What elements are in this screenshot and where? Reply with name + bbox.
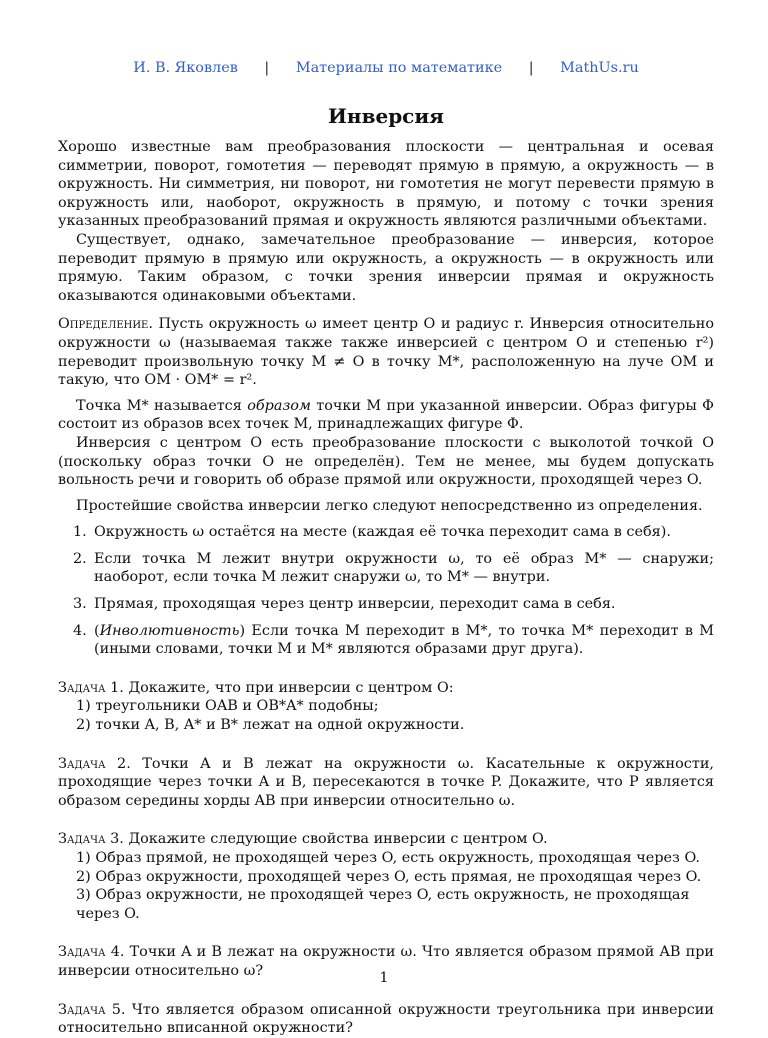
list-item-number: 2. — [73, 550, 87, 567]
problem-item: 1) треугольники OAB и OB*A* подобны; — [76, 698, 379, 715]
problem-item: 1) Образ прямой, не проходящей через O, есть окружность, проходящая через O. — [76, 850, 701, 866]
site-link[interactable]: MathUs.ru — [560, 60, 639, 76]
image-paragraph — [58, 397, 714, 434]
definition — [58, 315, 714, 389]
list-item — [58, 550, 714, 587]
image-paragraph-emph: образом — [247, 397, 311, 414]
list-item-emph: Инволютивность — [99, 622, 240, 639]
list-item-text: Если точка M лежит внутри окружности ω, то её образ M* — снаружи; наоборот, если точка M лежит снаружи ω, то M* — внутри. — [94, 550, 714, 586]
problem — [58, 1001, 714, 1038]
materials-link[interactable]: Материалы по математике — [295, 60, 503, 76]
header — [58, 58, 714, 78]
page-title: Инверсия — [328, 104, 444, 128]
definition-text: Пусть окружность ω имеет центр O и радиус r. Инверсия относительно окружности ω (называемая также также инверсией с центром O и степенью r²) переводит произвольную точку M ≠ O в точку M*, расположенную на луче OM и такую, что OM · OM* = r². — [58, 316, 714, 389]
properties-list — [58, 523, 714, 659]
definition-label: Определение. — [58, 316, 153, 333]
intro-paragraph: Хорошо известные вам преобразования плоскости — центральная и осевая симметрии, поворот, гомотетия — переводят прямую в прямую, а окружность — в окружность. Ни симметрия, ни поворот, ни гомотетия не могут перевести прямую в окружность или, наоборот, окружность в прямую, и потому с точки зрения указанных преобразований прямая и окружность являются различными объектами. — [58, 139, 714, 230]
problem-item: 2) точки A, B, A* и B* лежат на одной окружности. — [76, 717, 465, 734]
header-separator: | — [264, 60, 270, 76]
problem-label: Задача 1. — [58, 679, 124, 696]
list-item-text: ) Если точка M переходит в M*, то точка M* переходит в M (иными словами, точки M и M* являются образами друг друга). — [94, 622, 714, 658]
list-item-number: 4. — [73, 622, 87, 639]
list-item-text: Прямая, проходящая через центр инверсии, переходит сама в себя. — [94, 596, 616, 613]
list-item-number: 1. — [73, 524, 87, 541]
properties-intro: Простейшие свойства инверсии легко следуют непосредственно из определения. — [76, 497, 703, 514]
problem-text: Докажите следующие свойства инверсии с центром O. — [128, 831, 548, 848]
problem-text: Докажите, что при инверсии с центром O: — [128, 679, 454, 696]
problem — [58, 755, 714, 811]
intro-paragraph: Существует, однако, замечательное преобразование — инверсия, которое переводит прямую в прямую или окружность, а окружность — в окружность или прямую. Таким образом, с точки зрения инверсии прямая и окружность оказываются одинаковыми объектами. — [58, 231, 714, 304]
list-item — [58, 595, 714, 614]
image-paragraph-text: Точка M* называется — [76, 397, 248, 414]
problem — [58, 679, 714, 698]
author-link[interactable]: И. В. Яковлев — [133, 60, 238, 76]
problem-item: 2) Образ окружности, проходящей через O, есть прямая, не проходящая через O. — [76, 868, 702, 885]
problem-text: Точки A и B лежат на окружности ω. Что является образом прямой AB при инверсии относительно ω? — [58, 944, 715, 979]
page-number: 1 — [379, 970, 389, 986]
document-page — [58, 58, 714, 1038]
header-separator: | — [528, 60, 534, 76]
problem-label: Задача 4. — [58, 944, 125, 961]
problem-label: Задача 3. — [58, 831, 124, 848]
list-item: 4. (Инволютивность) Если точка M переходит в M*, то точка M* переходит в M (иными словами, точки M и M* являются образами друг друга). — [73, 622, 714, 658]
problem-text: Точки A и B лежат на окружности ω. Касательные к окружности, проходящие через точки A и B, пересекаются в точке P. Докажите, что P является образом середины хорды AB при инверсии относительно ω. — [58, 755, 714, 809]
list-item-number: 3. — [73, 596, 87, 613]
image-paragraph-text: точки M при указанной инверсии. Образ фигуры Φ состоит из образов всех точек M, принадлежащих фигуре Φ. — [58, 397, 714, 433]
problem-label: Задача 5. — [58, 1001, 126, 1018]
problem-item: 3) Образ окружности, не проходящей через O, есть окружность, не проходящая через O. — [76, 887, 690, 922]
center-paragraph: Инверсия с центром O есть преобразование плоскости с выколотой точкой O (поскольку образ точки O не определён). Тем не менее, мы будем допускать вольность речи и говорить об образе прямой или окружности, проходящей через O. — [58, 434, 714, 489]
list-item-text: Окружность ω остаётся на месте (каждая её точка переходит сама в себя). — [94, 524, 671, 541]
problem — [58, 830, 714, 849]
list-item — [58, 523, 714, 542]
problem-label: Задача 2. — [58, 755, 131, 772]
problem-text: Что является образом описанной окружности треугольника при инверсии относительно вписанной окружности? — [58, 1001, 714, 1037]
